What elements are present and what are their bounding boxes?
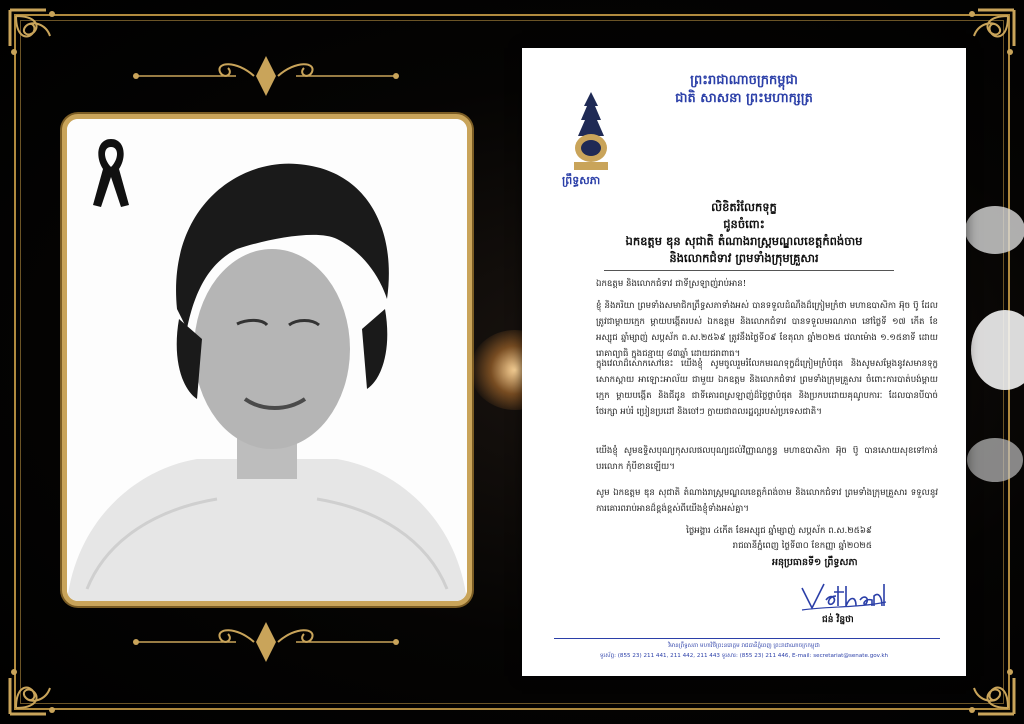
letterhead-motto: ជាតិ សាសនា ព្រះមហាក្សត្រ <box>675 91 813 106</box>
footer-address: វិមានព្រឹទ្ធសភា មហាវិថីព្រះនរោត្តម រាជធានីភ្នំពេញ ព្រះរាជាណាចក្រកម្ពុជា <box>668 643 820 649</box>
institution-name: ព្រឹទ្ធសភា <box>562 174 601 187</box>
portrait-frame <box>62 114 472 606</box>
paragraph-2: ក្នុងវេលាដ៏សោកសៅនេះ យើងខ្ញុំ សូមចូលរួមរំលែកមរណទុក្ខដ៏ក្រៀមក្រំបំផុត និងសូមសម្ដែងនូវសមានទុក្ខ សោកស្ដាយ អាឡោះអាល័យ ជាមួយ ឯកឧត្តម និងលោកជំទាវ ព្រមទាំងក្រុមគ្រួសារ ចំពោះការបាត់បង់ម្ដាយក្មេក ម្ដាយបង្កើត និងជីដូន ជាទីគោរពស្រឡាញ់ដ៏ថ្លៃថ្លាបំផុត និងប្រកបដោយគុណូបការៈ ដែលបានបីបាច់ថែរក្សា អប់រំ ប្រៀនប្រដៅ និងចៅៗ ក្លាយជាពលរដ្ឋល្អរបស់ប្រទេសជាតិ។ <box>596 359 938 417</box>
footer-contact: ទូរស័ព្ទ: (855 23) 211 441, 211 442, 211 443 ទូរសារ: (855 23) 211 446, E-mail: secretariat@senate.gov.kh <box>599 653 889 659</box>
salutation: ឯកឧត្តម និងលោកជំទាវ ជាទីស្រឡាញ់រាប់អាន! <box>596 279 747 289</box>
paragraph-3: យើងខ្ញុំ សូមឧទ្ទិសបុណ្យកុសលផលបុណ្យដល់វិញ្ញាណក្ខន្ធ មហាឧបាសិកា អ៊ុច ប៊ូ បានសោយសុខទៅកាន់បរលោក កុំបីខានឡើយ។ <box>596 446 938 472</box>
letter-addressee-family: និងលោកជំទាវ ព្រមទាំងក្រុមគ្រួសារ <box>669 251 819 265</box>
solar-date: រាជធានីភ្នំពេញ ថ្ងៃទី៣០ ខែកញ្ញា ឆ្នាំ២០២៥ <box>732 541 872 551</box>
signer-title: អនុប្រធានទី១ ព្រឹទ្ធសភា <box>772 557 858 568</box>
mourning-ribbon-icon <box>89 135 133 209</box>
letterhead-kingdom: ព្រះរាជាណាចក្រកម្ពុជា <box>690 73 798 88</box>
gold-flourish-divider-icon <box>116 618 416 666</box>
gold-corner-ornament-icon <box>6 648 76 718</box>
letter-title: លិខិតរំលែកទុក្ខ <box>711 200 777 214</box>
title-divider <box>604 270 894 271</box>
gold-flourish-divider-icon <box>116 52 416 100</box>
letter-addressee-intro: ជូនចំពោះ <box>723 217 765 231</box>
paragraph-1: ខ្ញុំ និងភរិយា ព្រមទាំងសមាជិកព្រឹទ្ធសភាទាំងអស់ បានទទួលដំណឹងដ៏ក្រៀមក្រំថា មហាឧបាសិកា អ៊ុច ប៊ូ ដែលត្រូវជាម្ដាយក្មេក ម្ដាយបង្កើតរបស់ ឯកឧត្ដម និងលោកជំទាវ បានទទួលមរណភាព នៅថ្ងៃទី ១៧ កើត ខែអស្សុជ ឆ្នាំម្សាញ់ សប្តស័ក ព.ស.២៥៦៩ ត្រូវនឹងថ្ងៃទី០៩ ខែតុលា ឆ្នាំ២០២៥ វេលាម៉ោង ១.១៥នាទី ដោយរោគាព្យាធិ ក្នុងជន្មាយុ ៨៣ឆ្នាំ ដោយជរាពាធ។ <box>596 301 938 359</box>
footer-divider <box>554 638 940 639</box>
gold-corner-ornament-icon <box>6 6 76 76</box>
senate-emblem-icon <box>568 90 614 174</box>
signer-name: ជន់ វិន្នថា <box>822 615 854 625</box>
handwritten-signature <box>798 578 888 614</box>
lunar-date: ថ្ងៃអង្គារ ៤កើត ខែអស្សុជ ឆ្នាំម្សាញ់ សប្តស័ក ព.ស.២៥៦៩ <box>686 526 872 536</box>
paragraph-4: សូម ឯកឧត្តម ឌុន សុជាតិ តំណាងរាស្ត្រមណ្ឌលខេត្តកំពង់ចាម និងលោកជំទាវ ព្រមទាំងក្រុមគ្រួសារ ទទួលនូវការគោរពរាប់អានដ៏ខ្ពង់ខ្ពស់ពីយើងខ្ញុំទាំងអស់គ្នា។ <box>596 488 938 514</box>
letter-addressee: ឯកឧត្តម ឌុន សុជាតិ តំណាងរាស្ត្រមណ្ឌលខេត្តកំពង់ចាម <box>625 234 863 248</box>
condolence-letter <box>522 48 966 676</box>
